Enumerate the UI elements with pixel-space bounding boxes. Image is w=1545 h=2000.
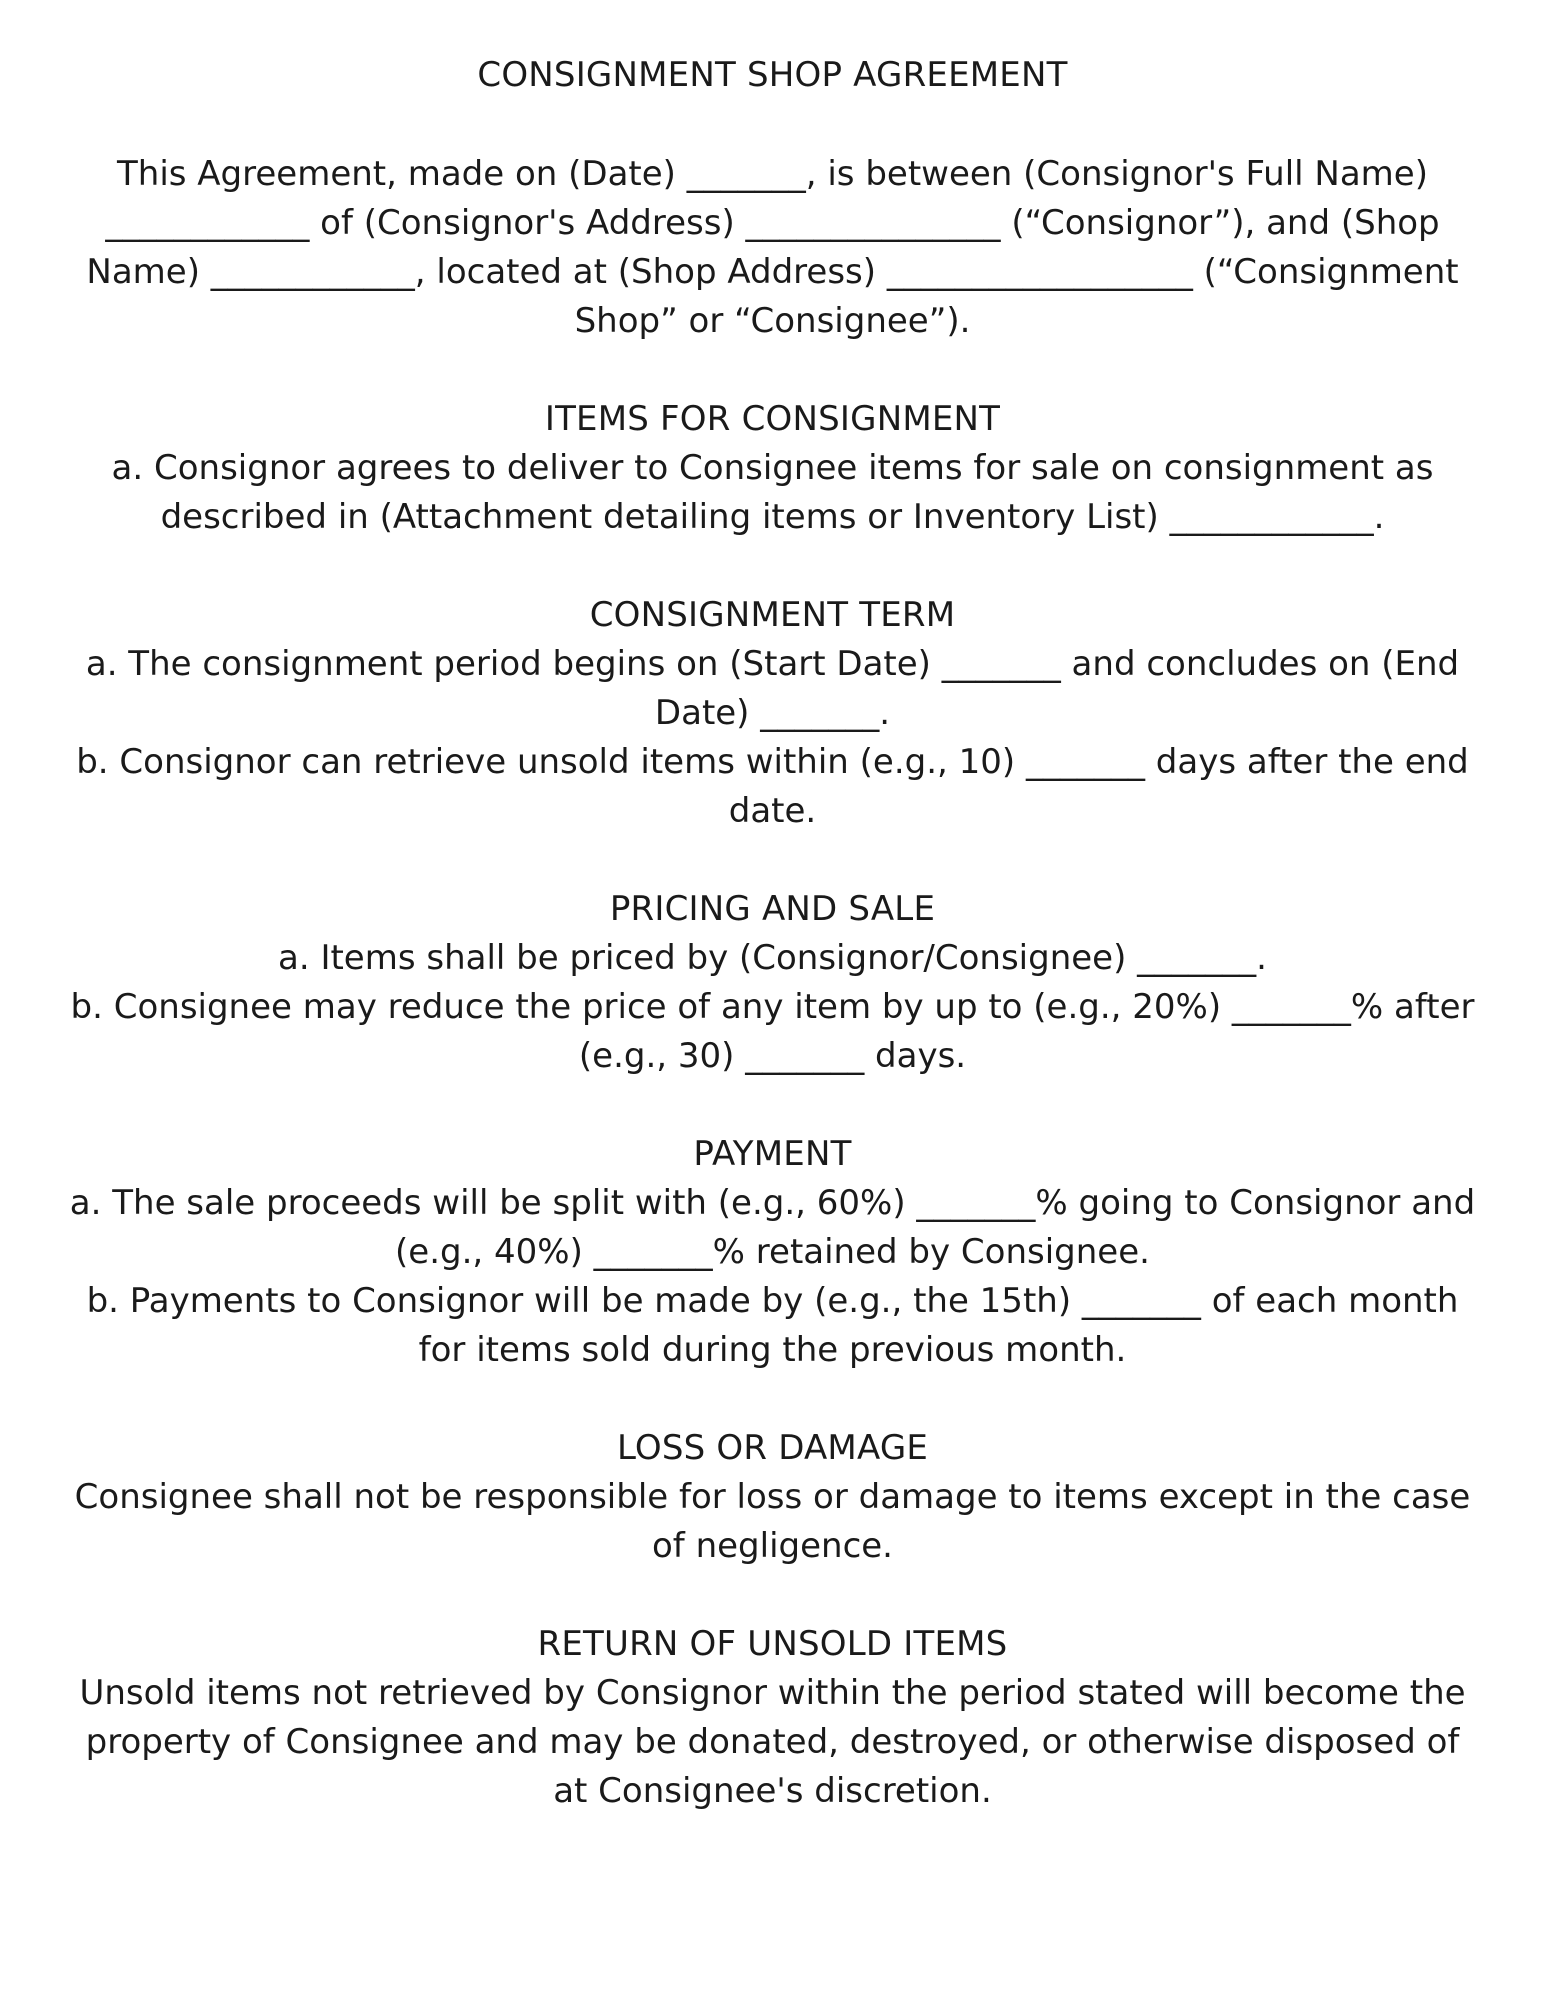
document-title: CONSIGNMENT SHOP AGREEMENT	[477, 55, 1068, 95]
section-heading: PRICING AND SALE	[609, 889, 936, 929]
section-paragraph: a. The consignment period begins on (Start Date) _______ and concludes on (End Date) _______.	[85, 644, 1460, 733]
pricing-and-sale-section	[66, 885, 1479, 1081]
section-heading: LOSS OR DAMAGE	[616, 1428, 929, 1468]
section-paragraph: a. Items shall be priced by (Consignor/Consignee) _______.	[278, 938, 1267, 978]
consignment-term-section	[66, 591, 1479, 836]
intro-section	[66, 150, 1479, 346]
section-paragraph: b. Consignor can retrieve unsold items within (e.g., 10) _______ days after the end date.	[76, 742, 1469, 831]
section-paragraph: b. Payments to Consignor will be made by (e.g., the 15th) _______ of each month for items sold during the previous month.	[86, 1281, 1459, 1370]
items-for-consignment-section	[66, 395, 1479, 542]
payment-section	[66, 1130, 1479, 1375]
intro-paragraph: This Agreement, made on (Date) _______, is between (Consignor's Full Name) ____________ of (Consignor's Address) _______________ (“Consignor”), and (Shop Name) ____________, located at (Shop Address) __________________ (“Consignment Shop” or “Consignee”).	[86, 154, 1459, 341]
section-heading: RETURN OF UNSOLD ITEMS	[537, 1624, 1008, 1664]
return-of-unsold-items-section	[66, 1620, 1479, 1816]
section-heading: PAYMENT	[693, 1134, 852, 1174]
section-paragraph: a. The sale proceeds will be split with (e.g., 60%) _______% going to Consignor and (e.g., 40%) _______% retained by Consignee.	[69, 1183, 1476, 1272]
section-heading: CONSIGNMENT TERM	[589, 595, 956, 635]
section-paragraph: Unsold items not retrieved by Consignor within the period stated will become the property of Consignee and may be donated, destroyed, or otherwise disposed of at Consignee's discretion.	[79, 1673, 1466, 1811]
section-paragraph: b. Consignee may reduce the price of any item by up to (e.g., 20%) _______% after (e.g., 30) _______ days.	[70, 987, 1475, 1076]
section-paragraph: Consignee shall not be responsible for loss or damage to items except in the case of negligence.	[74, 1477, 1471, 1566]
section-paragraph: a. Consignor agrees to deliver to Consignee items for sale on consignment as described in (Attachment detailing items or Inventory List) ____________.	[111, 448, 1434, 537]
section-heading: ITEMS FOR CONSIGNMENT	[544, 399, 1001, 439]
loss-or-damage-section	[66, 1424, 1479, 1571]
